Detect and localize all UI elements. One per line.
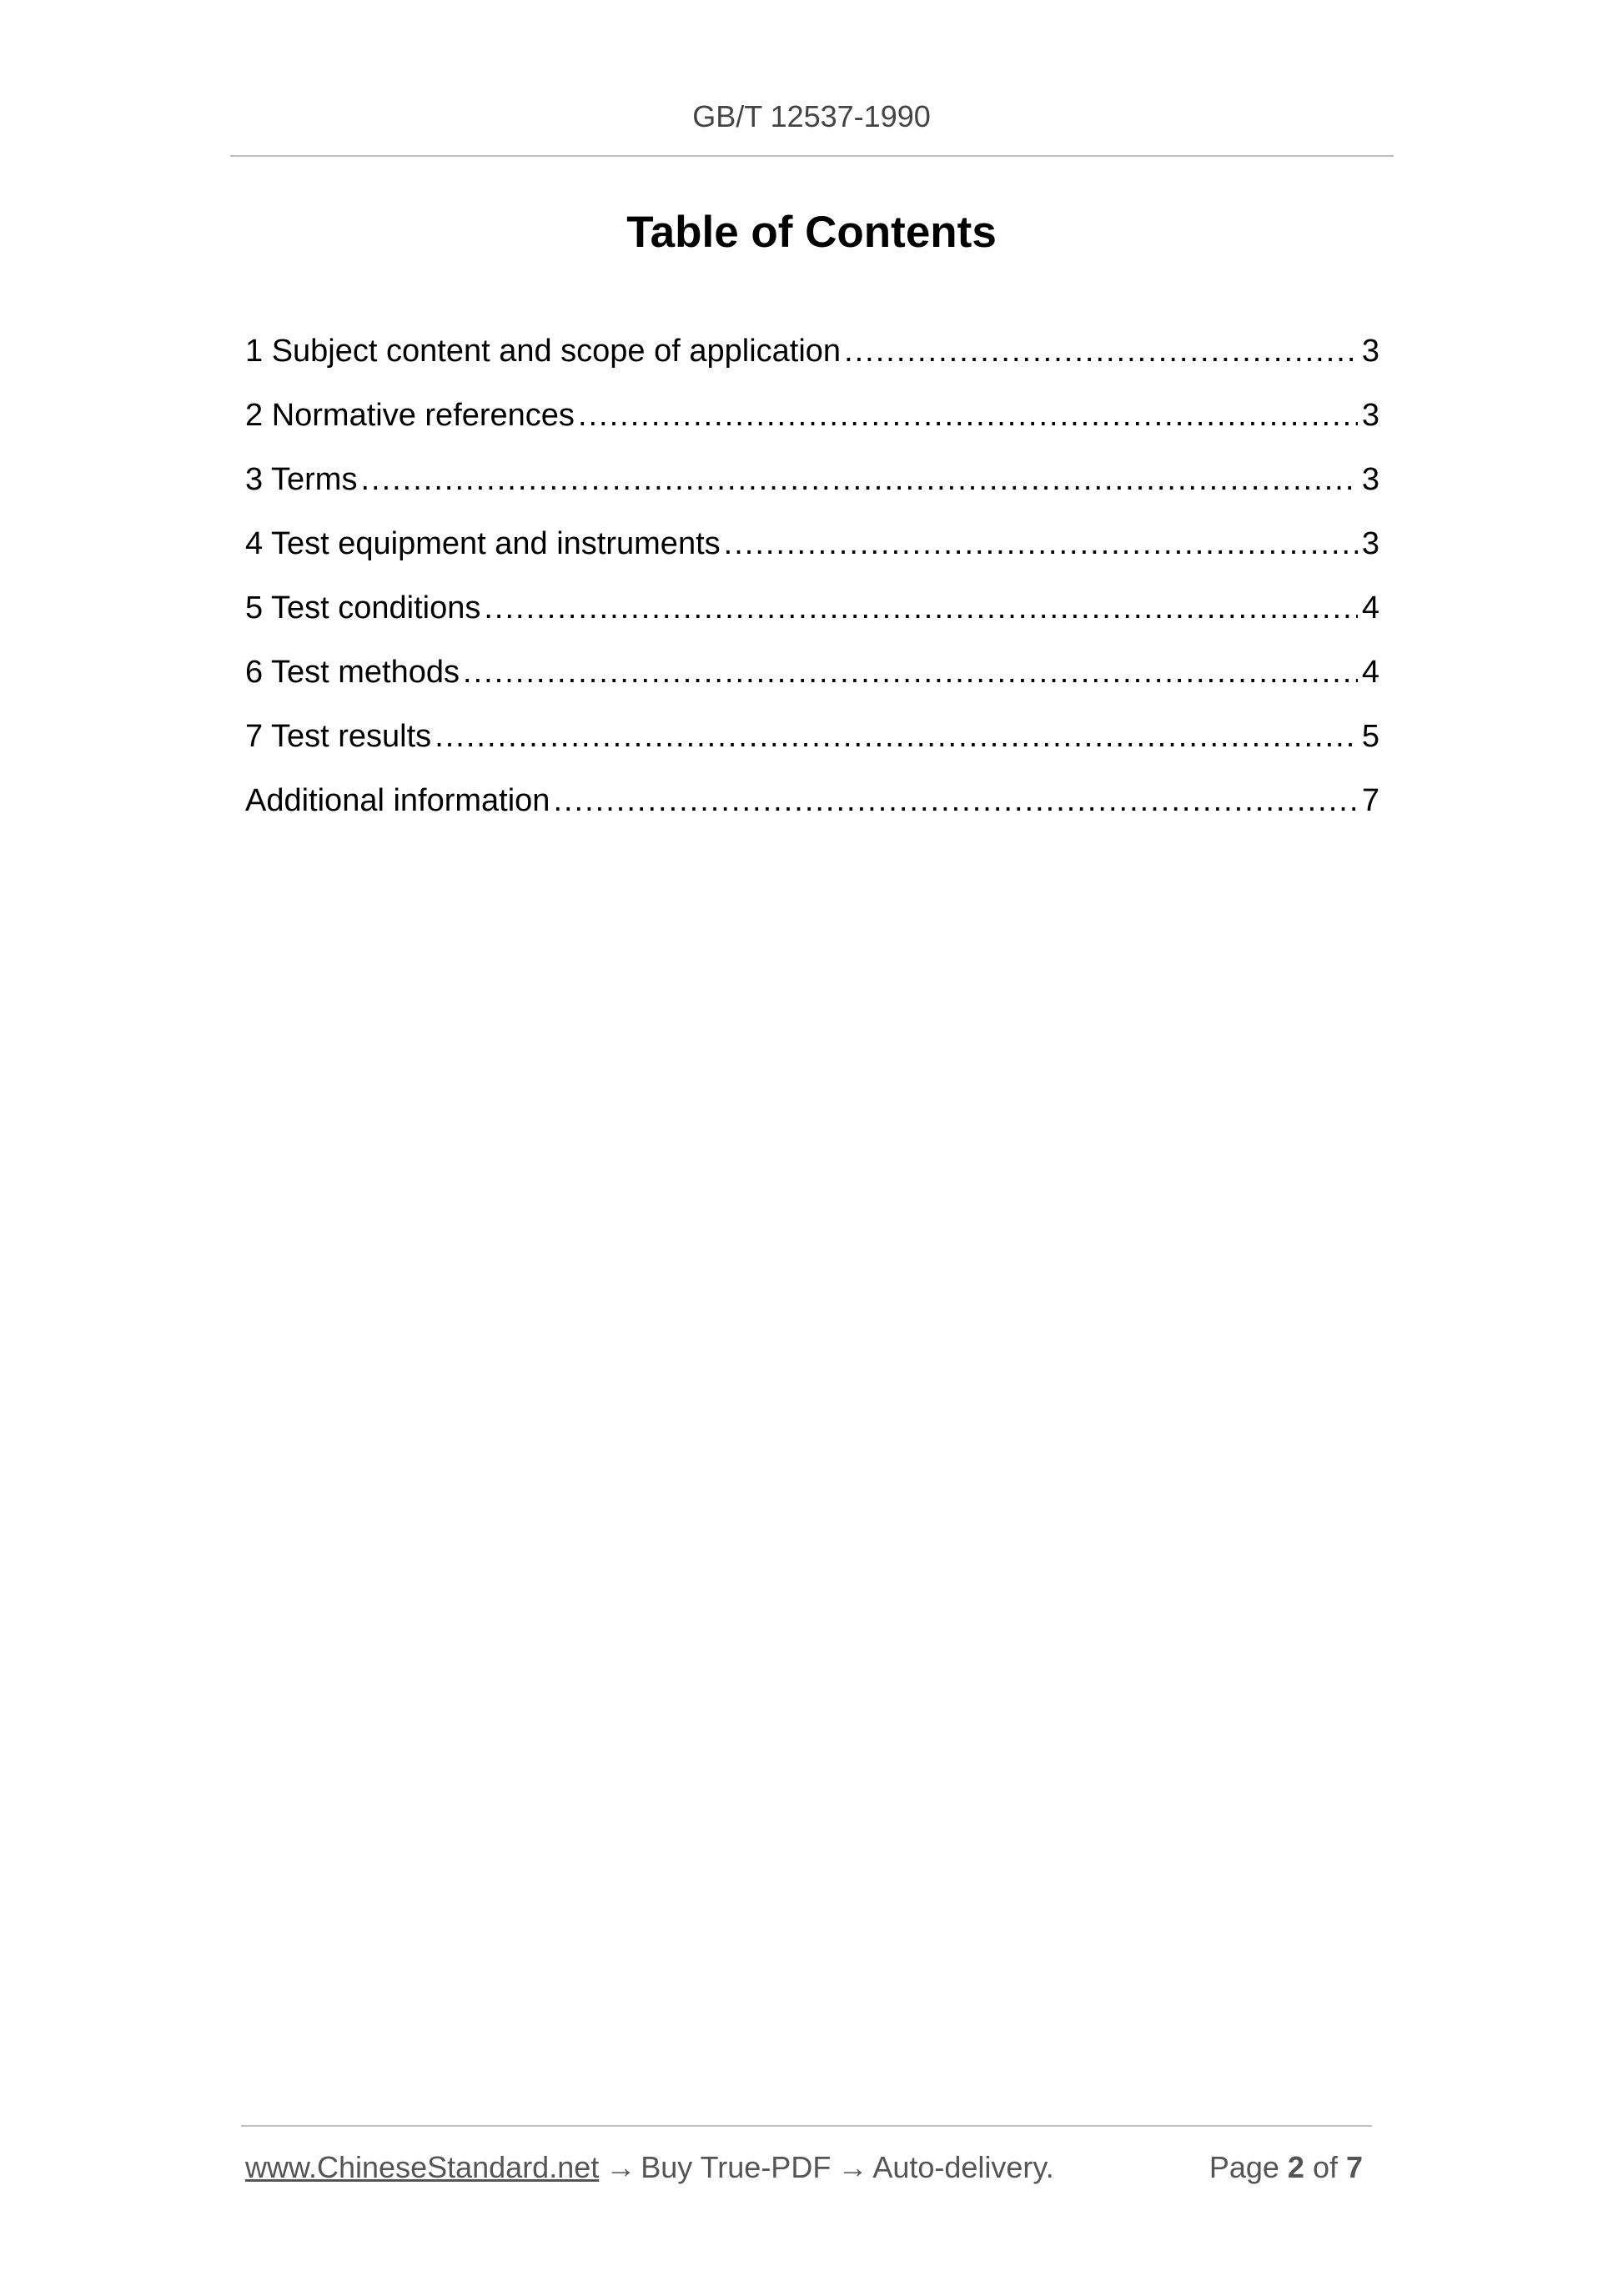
toc-entry-page: 5 [1361,719,1379,754]
toc-entry-test-results[interactable] [245,717,1379,781]
buy-true-pdf-text: Buy True-PDF [641,2150,832,2184]
toc-entry-label: 7 Test results [245,719,432,754]
toc-entry-test-equipment[interactable] [245,525,1379,589]
toc-entry-label: 1 Subject content and scope of application [245,334,842,369]
toc-entry-normative-references[interactable] [245,396,1379,460]
page-footer [245,2148,1373,2188]
toc-leader-dots [463,653,1358,691]
toc-leader-dots [553,781,1358,820]
toc-entry-label: Additional information [245,783,550,818]
page-indicator [1209,2148,1363,2188]
toc-leader-dots [578,396,1358,435]
page-word: Page [1208,2150,1279,2184]
of-word: of [1312,2150,1338,2184]
toc-leader-dots [724,525,1358,563]
toc-leader-dots [435,717,1358,756]
toc-entry-page: 7 [1361,783,1379,818]
arrow-right-icon: → [605,2150,636,2184]
footer-divider [241,2125,1372,2127]
toc-entry-label: 3 Terms [245,462,358,497]
footer-promo [245,2148,1054,2188]
toc-entry-test-conditions[interactable] [245,589,1379,653]
toc-leader-dots [360,460,1358,499]
site-link[interactable]: www.ChineseStandard.net [245,2150,600,2184]
toc-heading: Table of Contents [626,208,997,257]
toc-entry-page: 3 [1361,526,1379,561]
auto-delivery-text: Auto-delivery. [872,2150,1054,2184]
toc-entry-subject-content[interactable] [245,332,1379,396]
toc-entry-label: 5 Test conditions [245,590,481,625]
toc-entry-terms[interactable] [245,460,1379,525]
toc-entry-page: 3 [1361,334,1379,369]
toc-list [245,332,1379,846]
total-page-count: 7 [1345,2150,1363,2184]
current-page-number: 2 [1287,2150,1304,2184]
toc-leader-dots [844,332,1358,370]
toc-entry-page: 4 [1361,590,1379,625]
header-divider [230,155,1394,157]
toc-entry-additional-information[interactable] [245,781,1379,846]
toc-entry-label: 2 Normative references [245,398,575,433]
document-standard-code: GB/T 12537-1990 [692,99,931,133]
toc-leader-dots [484,589,1358,627]
toc-entry-page: 4 [1361,655,1379,690]
arrow-right-icon: → [837,2150,868,2184]
toc-entry-label: 4 Test equipment and instruments [245,526,721,561]
toc-entry-page: 3 [1361,462,1379,497]
toc-entry-page: 3 [1361,398,1379,433]
toc-entry-label: 6 Test methods [245,655,460,690]
toc-entry-test-methods[interactable] [245,653,1379,717]
